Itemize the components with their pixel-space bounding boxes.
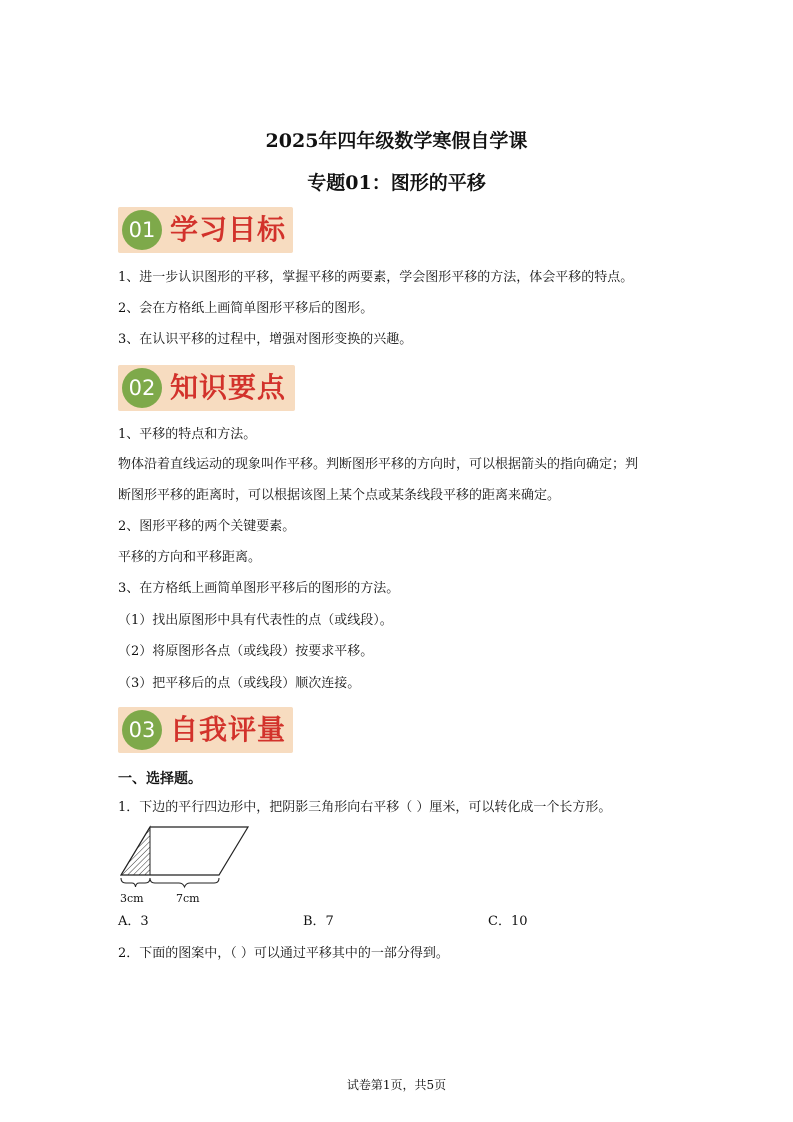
section-banner-self-assessment (118, 707, 293, 753)
brace-3cm (121, 878, 150, 887)
section-number-badge: 01 (122, 210, 162, 250)
option-c: C．10 (488, 914, 528, 929)
page-title: 2025年四年级数学寒假自学课 (265, 130, 528, 152)
section-banner-objectives (118, 207, 293, 253)
knowledge-line: 3、在方格纸上画简单图形平移后的图形的方法。 (118, 581, 400, 596)
parallelogram-figure (118, 822, 258, 894)
knowledge-line: 1、平移的特点和方法。 (118, 427, 257, 442)
section-title: 知识要点 (170, 371, 287, 404)
section-title: 学习目标 (170, 213, 287, 246)
knowledge-line: （2）将原图形各点（或线段）按要求平移。 (118, 644, 374, 659)
knowledge-line: （1）找出原图形中具有代表性的点（或线段）。 (118, 613, 393, 628)
knowledge-line: 物体沿着直线运动的现象叫作平移。判断图形平移的方向时，可以根据箭头的指向确定；判 (118, 457, 639, 472)
label-3cm: 3cm (120, 892, 144, 905)
knowledge-line: 平移的方向和平移距离。 (118, 550, 262, 565)
knowledge-line: 2、图形平移的两个关键要素。 (118, 519, 296, 534)
question-2: 2．下面的图案中，（ ）可以通过平移其中的一部分得到。 (118, 946, 449, 961)
page-subtitle: 专题01：图形的平移 (307, 172, 486, 194)
brace-7cm (150, 878, 219, 887)
section-title: 自我评量 (170, 713, 287, 746)
objective-item: 1、进一步认识图形的平移，掌握平移的两要素，学会图形平移的方法，体会平移的特点。 (118, 270, 634, 285)
objective-item: 3、在认识平移的过程中，增强对图形变换的兴趣。 (118, 332, 413, 347)
objective-item: 2、会在方格纸上画简单图形平移后的图形。 (118, 301, 374, 316)
knowledge-line: （3）把平移后的点（或线段）顺次连接。 (118, 676, 361, 691)
knowledge-line: 断图形平移的距离时，可以根据该图上某个点或某条线段平移的距离来确定。 (118, 488, 561, 503)
page-footer: 试卷第1页，共5页 (346, 1078, 447, 1092)
question-1: 1．下边的平行四边形中，把阴影三角形向右平移（ ）厘米，可以转化成一个长方形。 (118, 800, 612, 815)
option-a: A．3 (118, 914, 149, 929)
label-7cm: 7cm (176, 892, 200, 905)
quiz-heading: 一、选择题。 (118, 771, 202, 787)
option-b: B．7 (303, 914, 334, 929)
section-number-badge: 02 (122, 368, 162, 408)
section-number-badge: 03 (122, 710, 162, 750)
section-banner-knowledge (118, 365, 295, 411)
